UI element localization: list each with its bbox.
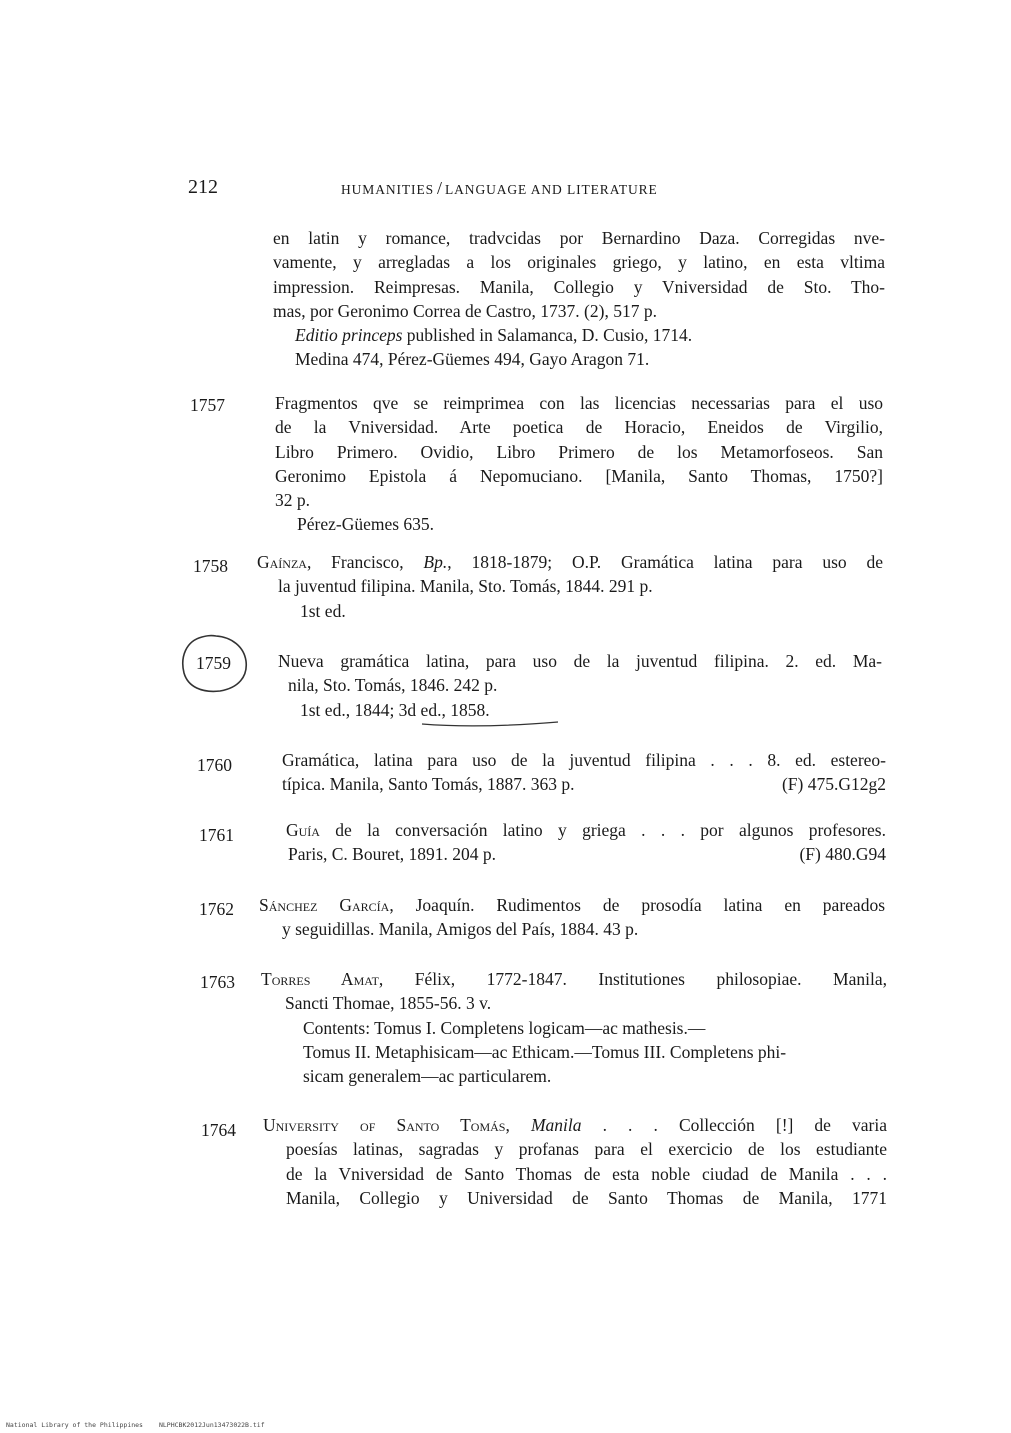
running-head-separator: / — [437, 178, 443, 198]
entry-line: y seguidillas. Manila, Amigos del País, 1884. 43 p. — [282, 919, 639, 940]
entry-note: Contents: Tomus I. Completens logicam—ac mathesis.— — [303, 1017, 706, 1038]
entry-author: Sánchez García — [259, 895, 390, 915]
entry-note: Pérez-Güemes 635. — [297, 514, 435, 535]
entry-note: 1st ed. — [300, 600, 346, 621]
scan-footer — [6, 1421, 265, 1429]
entry-note: 1st ed., 1844; 3d ed., 1858. — [300, 699, 490, 720]
entry-line: la juventud filipina. Manila, Sto. Tomás, 1844. 291 p. — [278, 576, 653, 597]
entry-number: 1757 — [190, 395, 225, 415]
entry-line: Fragmentos qve se reimprimea con las licencias necessarias para el uso — [275, 393, 883, 413]
footer-left: National Library of the Philippines — [6, 1421, 143, 1429]
entry-number: 1760 — [197, 755, 232, 775]
handwritten-circle-mark — [180, 633, 256, 695]
entry-line: Paris, C. Bouret, 1891. 204 p. (F) 480.G94 — [286, 842, 886, 866]
entry-line: de la Vniversidad. Arte poetica de Horacio, Eneidos de Virgilio, — [275, 417, 883, 438]
entry-line: nila, Sto. Tomás, 1846. 242 p. — [288, 675, 498, 696]
handwritten-underline-mark — [420, 710, 560, 730]
entry-line: de la Vniversidad de Santo Thomas de esta noble ciudad de Manila . . . — [286, 1163, 887, 1184]
entry-number: 1759 — [196, 653, 231, 673]
entry-note: Editio princeps published in Salamanca, D. Cusio, 1714. — [295, 325, 693, 346]
entry-line: Guía de la conversación latino y griega . . . por algunos profesores. — [286, 820, 886, 840]
entry-line: Manila, Collegio y Universidad de Santo Thomas de Manila, 1771 — [286, 1187, 887, 1208]
footer-right: NLPHCBK2012Jun13473022B.tif — [158, 1421, 265, 1429]
entry-number: 1764 — [201, 1120, 236, 1140]
entry-author: University of Santo Tomás — [263, 1115, 506, 1135]
entry-line: en latin y romance, tradvcidas por Bernardino Daza. Corregidas nve- — [273, 228, 885, 248]
call-number: (F) 475.G12g2 — [781, 774, 886, 795]
entry-line: 32 p. — [275, 490, 310, 511]
entry-line: Sánchez García, Joaquín. Rudimentos de prosodía latina en pareados — [259, 895, 885, 915]
entry-note: Tomus II. Metaphisicam—ac Ethicam.—Tomus III. Completens phi- — [303, 1041, 787, 1062]
running-head — [341, 178, 658, 199]
entry-number: 1762 — [199, 899, 234, 919]
entry-line: Gaínza, Francisco, Bp., 1818-1879; O.P. Gramática latina para uso de — [257, 552, 883, 572]
entry-line: poesías latinas, sagradas y profanas para el exercicio de los estudiante — [286, 1139, 887, 1160]
entry-note: Medina 474, Pérez-Güemes 494, Gayo Aragon 71. — [295, 349, 650, 370]
entry-number: 1763 — [200, 972, 235, 992]
entry-line: Libro Primero. Ovidio, Libro Primero de los Metamorfoseos. San — [275, 441, 883, 462]
entry-line: Nueva gramática latina, para uso de la juventud filipina. 2. ed. Ma- — [278, 651, 882, 671]
entry-number: 1761 — [199, 825, 234, 845]
entry-line: mas, por Geronimo Correa de Castro, 1737. (2), 517 p. — [273, 300, 657, 321]
entry-line: Sancti Thomae, 1855-56. 3 v. — [285, 993, 492, 1014]
entry-line: típica. Manila, Santo Tomás, 1887. 363 p. (F) 475.G12g2 — [282, 772, 886, 796]
entry-line: vamente, y arregladas a los originales griego, y latino, en esta vltima — [273, 252, 885, 273]
running-head-left: HUMANITIES — [341, 182, 434, 197]
entry-line: impression. Reimpresas. Manila, Collegio y Vniversidad de Sto. Tho- — [273, 276, 885, 297]
entry-line: Geronimo Epistola á Nepomuciano. [Manila, Santo Thomas, 1750?] — [275, 465, 883, 486]
entry-line: Gramática, latina para uso de la juventud filipina . . . 8. ed. estereo- — [282, 750, 886, 770]
running-head-right: LANGUAGE AND LITERATURE — [445, 182, 658, 197]
entry-author: Guía — [286, 820, 320, 840]
entry-note: sicam generalem—ac particularem. — [303, 1066, 552, 1087]
entry-author: Torres Amat — [261, 969, 379, 989]
entry-number: 1758 — [193, 556, 228, 576]
call-number: (F) 480.G94 — [799, 844, 886, 865]
page-number: 212 — [188, 176, 218, 198]
entry-author: Gaínza — [257, 552, 307, 572]
entry-line: Torres Amat, Félix, 1772-1847. Institutiones philosopiae. Manila, — [261, 969, 887, 989]
entry-line: University of Santo Tomás, Manila . . . Collección [!] de varia — [263, 1115, 888, 1135]
